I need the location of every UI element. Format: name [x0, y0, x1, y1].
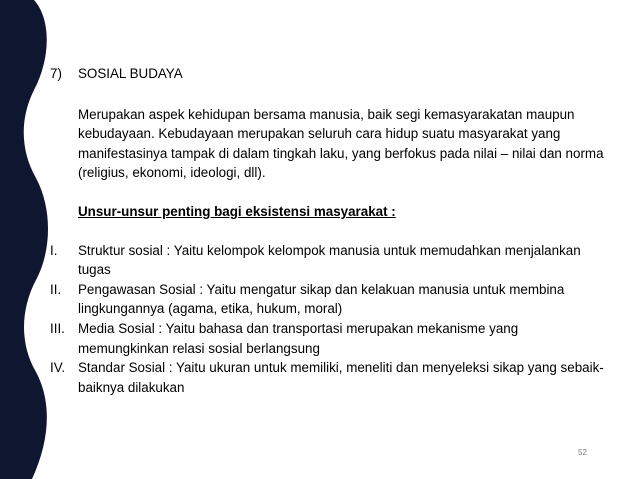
body-paragraph: Merupakan aspek kehidupan bersama manusia, baik segi kemasyarakatan maupun kebudayaan. Kebudayaan merupakan seluruh cara hidup suatu masyarakat yang manifestasinya tampak di dalam tingkah laku, yang berfokus pada nilai – nilai dan norma (religius, ekonomi, ideologi, dll). [78, 106, 604, 181]
section-heading [50, 64, 610, 84]
heading-number: 7) [50, 66, 62, 81]
list-item [50, 358, 610, 397]
list-item [50, 280, 610, 319]
elements-list [50, 241, 610, 398]
list-item [50, 241, 610, 280]
list-item-text: Media Sosial : Yaitu bahasa dan transportasi merupakan mekanisme yang memungkinkan relasi sosial berlangsung [78, 320, 519, 356]
list-item-text: Struktur sosial : Yaitu kelompok kelompok manusia untuk memudahkan menjalankan tugas [78, 242, 581, 278]
list-item-numeral: III. [50, 320, 65, 336]
subheading: Unsur-unsur penting bagi eksistensi masyarakat : [78, 203, 396, 219]
list-item-numeral: IV. [50, 360, 66, 376]
list-item-text: Pengawasan Sosial : Yaitu mengatur sikap dan kelakuan manusia untuk membina lingkungannya (agama, etika, hukum, moral) [78, 281, 565, 317]
slide-content [50, 64, 610, 397]
page-number: 52 [578, 448, 587, 457]
heading-title: SOSIAL BUDAYA [78, 66, 183, 81]
list-item-numeral: I. [50, 242, 58, 258]
list-item-numeral: II. [50, 281, 62, 297]
list-item [50, 319, 610, 358]
list-item-text: Standar Sosial : Yaitu ukuran untuk memiliki, meneliti dan menyeleksi sikap yang sebaik-baiknya dilakukan [78, 360, 604, 395]
